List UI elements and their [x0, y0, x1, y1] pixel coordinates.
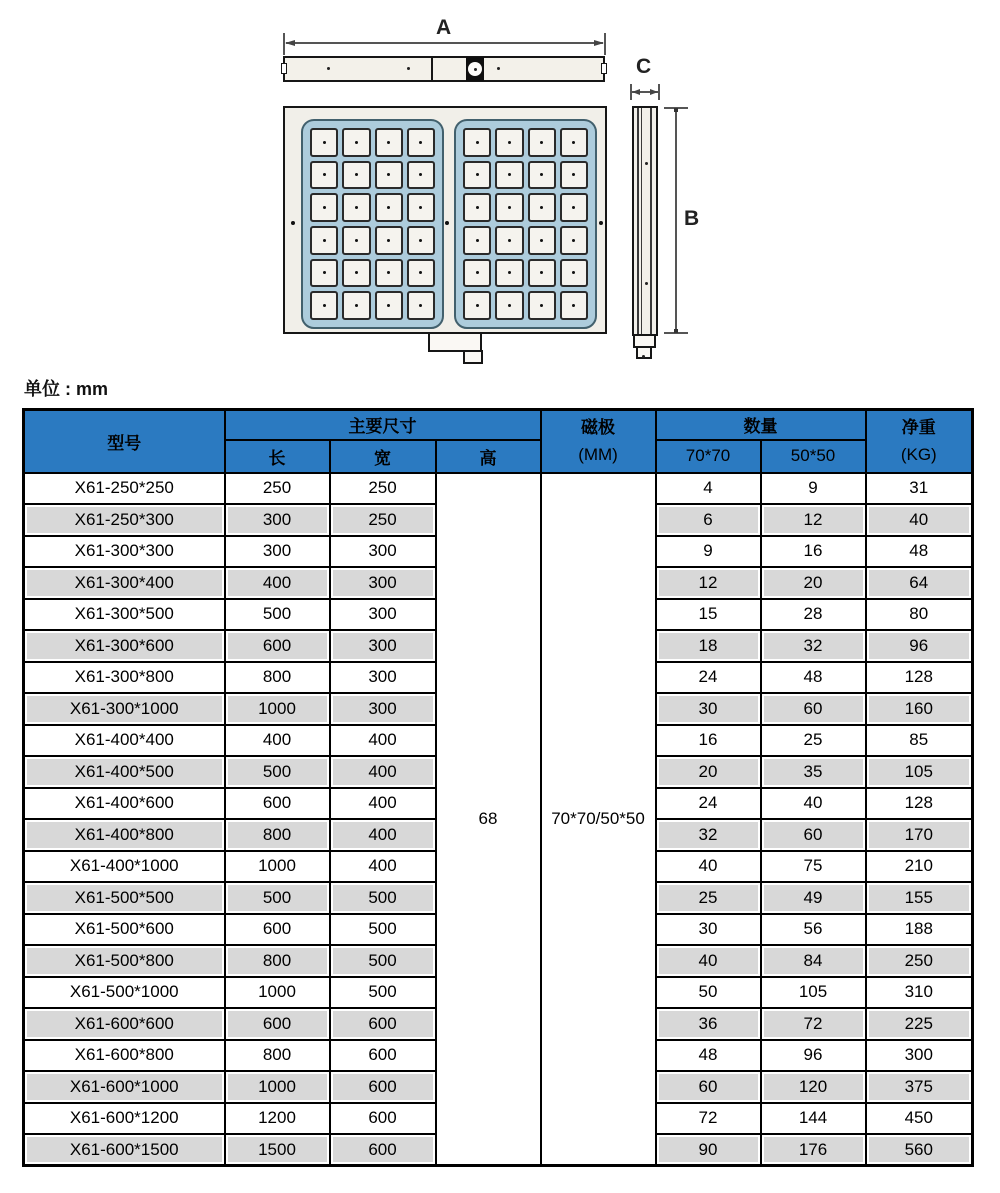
cell-weight: 155: [866, 882, 973, 914]
cell-model: X61-500*500: [24, 882, 225, 914]
cell-length: 1000: [225, 1071, 330, 1103]
pole-dot: [572, 239, 575, 242]
pole-square: [495, 259, 523, 288]
dim-c-tick-right: [658, 84, 660, 100]
pole-square: [463, 259, 491, 288]
cell-model: X61-300*800: [24, 662, 225, 694]
cell-weight: 128: [866, 788, 973, 820]
cell-width: 400: [330, 819, 436, 851]
pole-dot: [540, 173, 543, 176]
header-height: 高: [436, 440, 541, 473]
pole-square: [463, 193, 491, 222]
spec-table-body: [24, 473, 973, 1166]
cell-qty-50: 48: [761, 662, 866, 694]
cell-model: X61-250*250: [24, 473, 225, 505]
cell-weight: 250: [866, 945, 973, 977]
cell-length: 1000: [225, 693, 330, 725]
cell-length: 600: [225, 914, 330, 946]
pole-square: [310, 226, 338, 255]
cell-qty-70: 72: [656, 1103, 761, 1135]
pole-square: [463, 161, 491, 190]
pole-dot: [323, 173, 326, 176]
pole-panel: [301, 119, 444, 329]
cell-qty-50: 96: [761, 1040, 866, 1072]
pole-square: [310, 259, 338, 288]
cell-qty-50: 84: [761, 945, 866, 977]
technical-drawing: [0, 0, 1000, 405]
cell-qty-70: 20: [656, 756, 761, 788]
strip-dot: [327, 67, 330, 70]
header-qty-50: 50*50: [761, 440, 866, 473]
cell-model: X61-250*300: [24, 504, 225, 536]
cell-length: 300: [225, 504, 330, 536]
pole-dot: [476, 173, 479, 176]
chuck-front-view: [283, 56, 605, 82]
side-layer-line: [650, 108, 652, 334]
pole-dot: [323, 206, 326, 209]
cell-weight: 210: [866, 851, 973, 883]
pole-square: [560, 291, 588, 320]
cell-model: X61-600*1200: [24, 1103, 225, 1135]
pole-square: [375, 226, 403, 255]
cell-qty-50: 176: [761, 1134, 866, 1166]
cell-qty-70: 6: [656, 504, 761, 536]
pole-dot: [540, 304, 543, 307]
cell-qty-50: 40: [761, 788, 866, 820]
cell-weight: 300: [866, 1040, 973, 1072]
pole-dot: [387, 206, 390, 209]
pole-dot: [387, 173, 390, 176]
side-connector-dot: [642, 355, 645, 358]
cell-weight: 450: [866, 1103, 973, 1135]
cell-length: 600: [225, 630, 330, 662]
side-dot: [645, 282, 648, 285]
cell-width: 250: [330, 473, 436, 505]
cell-qty-70: 30: [656, 914, 761, 946]
header-pole-title: 磁极: [581, 418, 616, 438]
mount-dot-center: [445, 221, 449, 225]
pole-dot: [419, 239, 422, 242]
cell-length: 800: [225, 819, 330, 851]
cell-model: X61-500*600: [24, 914, 225, 946]
pole-dot: [419, 206, 422, 209]
cell-width: 600: [330, 1008, 436, 1040]
cell-qty-50: 105: [761, 977, 866, 1009]
cell-pole-merged: 70*70/50*50: [541, 473, 656, 1166]
header-length: 长: [225, 440, 330, 473]
pole-square: [495, 161, 523, 190]
pole-dot: [540, 239, 543, 242]
header-model: 型号: [24, 410, 225, 473]
dim-b-label: B: [684, 207, 700, 230]
header-weight-unit: (KG): [900, 445, 937, 465]
cell-length: 300: [225, 536, 330, 568]
pole-square: [560, 128, 588, 157]
cell-qty-50: 20: [761, 567, 866, 599]
cell-width: 600: [330, 1134, 436, 1166]
dim-a-arrow-left: [285, 40, 295, 46]
cell-length: 500: [225, 599, 330, 631]
dim-a-arrow-right: [594, 40, 604, 46]
pole-square: [310, 193, 338, 222]
dim-b-end-bottom: [674, 329, 678, 333]
chuck-side-view: [632, 106, 658, 336]
pole-square: [342, 161, 370, 190]
side-layer-line: [641, 108, 643, 334]
cell-model: X61-400*500: [24, 756, 225, 788]
pole-square: [342, 226, 370, 255]
pole-square: [407, 226, 435, 255]
cell-weight: 310: [866, 977, 973, 1009]
pole-square: [310, 161, 338, 190]
pole-square: [375, 259, 403, 288]
pole-dot: [476, 304, 479, 307]
cell-width: 300: [330, 567, 436, 599]
cell-model: X61-400*1000: [24, 851, 225, 883]
header-quantity: 数量: [656, 410, 866, 440]
pole-square: [528, 193, 556, 222]
cell-length: 800: [225, 945, 330, 977]
header-pole-unit: (MM): [578, 445, 618, 465]
pole-square: [310, 291, 338, 320]
pole-square: [407, 161, 435, 190]
pole-square: [560, 193, 588, 222]
connector-step: [463, 350, 483, 364]
cell-model: X61-500*1000: [24, 977, 225, 1009]
cell-model: X61-400*800: [24, 819, 225, 851]
pole-square: [528, 226, 556, 255]
pole-square: [342, 193, 370, 222]
handle-circle: [468, 62, 482, 76]
cell-model: X61-300*400: [24, 567, 225, 599]
cell-model: X61-300*600: [24, 630, 225, 662]
cell-qty-70: 48: [656, 1040, 761, 1072]
cell-length: 500: [225, 882, 330, 914]
cell-qty-70: 32: [656, 819, 761, 851]
handle-socket: [466, 57, 484, 81]
cell-length: 400: [225, 725, 330, 757]
cell-qty-50: 16: [761, 536, 866, 568]
cell-qty-70: 36: [656, 1008, 761, 1040]
pole-dot: [355, 304, 358, 307]
cell-weight: 48: [866, 536, 973, 568]
cell-qty-50: 120: [761, 1071, 866, 1103]
pole-dot: [355, 271, 358, 274]
pole-dot: [540, 141, 543, 144]
cell-qty-50: 60: [761, 693, 866, 725]
cell-qty-50: 72: [761, 1008, 866, 1040]
cell-width: 300: [330, 693, 436, 725]
cell-model: X61-400*400: [24, 725, 225, 757]
pole-dot: [355, 239, 358, 242]
cell-weight: 64: [866, 567, 973, 599]
pole-dot: [540, 206, 543, 209]
cell-width: 500: [330, 945, 436, 977]
strip-notch-left: [281, 63, 287, 74]
strip-dot: [497, 67, 500, 70]
dim-b-line: [675, 109, 677, 333]
cell-length: 1500: [225, 1134, 330, 1166]
pole-dot: [476, 239, 479, 242]
pole-square: [528, 259, 556, 288]
pole-square: [495, 291, 523, 320]
pole-dot: [572, 271, 575, 274]
cell-width: 300: [330, 536, 436, 568]
header-main-dims: 主要尺寸: [225, 410, 541, 440]
cell-weight: 160: [866, 693, 973, 725]
pole-dot: [419, 271, 422, 274]
cell-width: 500: [330, 882, 436, 914]
pole-dot: [355, 173, 358, 176]
cell-model: X61-600*1000: [24, 1071, 225, 1103]
pole-dot: [355, 206, 358, 209]
pole-square: [495, 128, 523, 157]
pole-square: [375, 161, 403, 190]
pole-dot: [323, 271, 326, 274]
cell-qty-50: 9: [761, 473, 866, 505]
cell-length: 250: [225, 473, 330, 505]
cell-qty-70: 30: [656, 693, 761, 725]
cell-model: X61-500*800: [24, 945, 225, 977]
cell-weight: 560: [866, 1134, 973, 1166]
cell-qty-70: 24: [656, 788, 761, 820]
cell-length: 1000: [225, 977, 330, 1009]
pole-dot: [419, 304, 422, 307]
cell-qty-70: 12: [656, 567, 761, 599]
header-weight-title: 净重: [901, 418, 936, 438]
cell-length: 800: [225, 662, 330, 694]
pole-square: [407, 291, 435, 320]
cell-qty-50: 35: [761, 756, 866, 788]
pole-panel: [454, 119, 597, 329]
spec-table: [22, 408, 974, 1167]
cell-qty-70: 50: [656, 977, 761, 1009]
table-row: [24, 473, 973, 505]
cell-qty-70: 90: [656, 1134, 761, 1166]
cell-weight: 170: [866, 819, 973, 851]
pole-dot: [572, 141, 575, 144]
cell-width: 300: [330, 662, 436, 694]
dim-c-arrow-right: [650, 89, 658, 95]
strip-divider-line: [431, 57, 433, 81]
dim-c-label: C: [636, 55, 652, 78]
pole-dot: [419, 173, 422, 176]
cell-width: 400: [330, 756, 436, 788]
pole-square: [342, 291, 370, 320]
pole-square: [560, 226, 588, 255]
dim-b-end-top: [674, 108, 678, 112]
cell-qty-70: 4: [656, 473, 761, 505]
pole-dot: [508, 173, 511, 176]
cell-qty-70: 16: [656, 725, 761, 757]
header-pole: [541, 410, 656, 473]
cell-qty-70: 40: [656, 851, 761, 883]
pole-square: [310, 128, 338, 157]
cell-weight: 96: [866, 630, 973, 662]
cell-width: 600: [330, 1040, 436, 1072]
pole-dot: [508, 141, 511, 144]
cell-length: 500: [225, 756, 330, 788]
mount-dot-right: [599, 221, 603, 225]
pole-dot: [387, 271, 390, 274]
cell-length: 600: [225, 1008, 330, 1040]
dim-a-label: A: [436, 16, 452, 39]
pole-square: [407, 193, 435, 222]
mount-dot-left: [291, 221, 295, 225]
pole-square: [463, 128, 491, 157]
pole-square: [495, 226, 523, 255]
cell-width: 500: [330, 977, 436, 1009]
cell-weight: 375: [866, 1071, 973, 1103]
cell-length: 800: [225, 1040, 330, 1072]
cell-qty-50: 28: [761, 599, 866, 631]
cell-model: X61-600*1500: [24, 1134, 225, 1166]
unit-label: 单位 : mm: [24, 379, 109, 399]
cell-width: 600: [330, 1071, 436, 1103]
cell-weight: 105: [866, 756, 973, 788]
cell-qty-50: 56: [761, 914, 866, 946]
strip-notch-right: [601, 63, 607, 74]
pole-dot: [419, 141, 422, 144]
side-layer-line: [637, 108, 639, 334]
cell-qty-70: 9: [656, 536, 761, 568]
handle-center-dot: [474, 68, 477, 71]
cell-weight: 85: [866, 725, 973, 757]
cell-model: X61-600*800: [24, 1040, 225, 1072]
cell-qty-50: 75: [761, 851, 866, 883]
cell-model: X61-400*600: [24, 788, 225, 820]
pole-dot: [508, 304, 511, 307]
pole-dot: [323, 239, 326, 242]
pole-square: [560, 259, 588, 288]
cell-weight: 188: [866, 914, 973, 946]
pole-square: [342, 128, 370, 157]
pole-dot: [508, 271, 511, 274]
dim-a-tick-right: [604, 33, 606, 55]
pole-dot: [323, 141, 326, 144]
cell-qty-70: 24: [656, 662, 761, 694]
cell-model: X61-300*300: [24, 536, 225, 568]
cell-qty-70: 18: [656, 630, 761, 662]
cell-width: 300: [330, 630, 436, 662]
cell-qty-50: 25: [761, 725, 866, 757]
pole-dot: [476, 141, 479, 144]
pole-square: [375, 291, 403, 320]
pole-square: [463, 291, 491, 320]
cell-qty-50: 49: [761, 882, 866, 914]
chuck-top-view: [283, 106, 607, 334]
pole-square: [528, 161, 556, 190]
pole-dot: [387, 239, 390, 242]
header-qty-70: 70*70: [656, 440, 761, 473]
cell-model: X61-300*500: [24, 599, 225, 631]
header-width: 宽: [330, 440, 436, 473]
cell-width: 600: [330, 1103, 436, 1135]
pole-square: [375, 193, 403, 222]
pole-square: [560, 161, 588, 190]
cell-qty-50: 32: [761, 630, 866, 662]
connector-block: [428, 332, 482, 352]
pole-dot: [387, 141, 390, 144]
dim-a-line: [286, 42, 603, 44]
pole-dot: [387, 304, 390, 307]
pole-dot: [572, 173, 575, 176]
cell-length: 600: [225, 788, 330, 820]
cell-qty-50: 60: [761, 819, 866, 851]
cell-width: 400: [330, 788, 436, 820]
strip-dot: [407, 67, 410, 70]
cell-width: 400: [330, 725, 436, 757]
side-dot: [645, 162, 648, 165]
cell-model: X61-300*1000: [24, 693, 225, 725]
pole-dot: [476, 271, 479, 274]
pole-dot: [355, 141, 358, 144]
pole-dot: [540, 271, 543, 274]
cell-weight: 31: [866, 473, 973, 505]
cell-qty-70: 25: [656, 882, 761, 914]
cell-qty-70: 60: [656, 1071, 761, 1103]
cell-length: 400: [225, 567, 330, 599]
cell-width: 500: [330, 914, 436, 946]
pole-square: [463, 226, 491, 255]
pole-dot: [508, 239, 511, 242]
pole-square: [375, 128, 403, 157]
pole-dot: [508, 206, 511, 209]
pole-square: [528, 128, 556, 157]
cell-length: 1000: [225, 851, 330, 883]
cell-qty-70: 15: [656, 599, 761, 631]
cell-height-merged: 68: [436, 473, 541, 1166]
cell-weight: 80: [866, 599, 973, 631]
pole-dot: [476, 206, 479, 209]
pole-square: [528, 291, 556, 320]
cell-width: 250: [330, 504, 436, 536]
cell-weight: 40: [866, 504, 973, 536]
cell-weight: 225: [866, 1008, 973, 1040]
pole-square: [342, 259, 370, 288]
pole-dot: [572, 206, 575, 209]
cell-width: 300: [330, 599, 436, 631]
dim-c-arrow-left: [632, 89, 640, 95]
cell-width: 400: [330, 851, 436, 883]
cell-weight: 128: [866, 662, 973, 694]
header-weight: [866, 410, 973, 473]
cell-qty-50: 12: [761, 504, 866, 536]
pole-square: [407, 128, 435, 157]
pole-square: [407, 259, 435, 288]
cell-qty-50: 144: [761, 1103, 866, 1135]
cell-length: 1200: [225, 1103, 330, 1135]
pole-dot: [323, 304, 326, 307]
pole-dot: [572, 304, 575, 307]
pole-square: [495, 193, 523, 222]
cell-qty-70: 40: [656, 945, 761, 977]
cell-model: X61-600*600: [24, 1008, 225, 1040]
